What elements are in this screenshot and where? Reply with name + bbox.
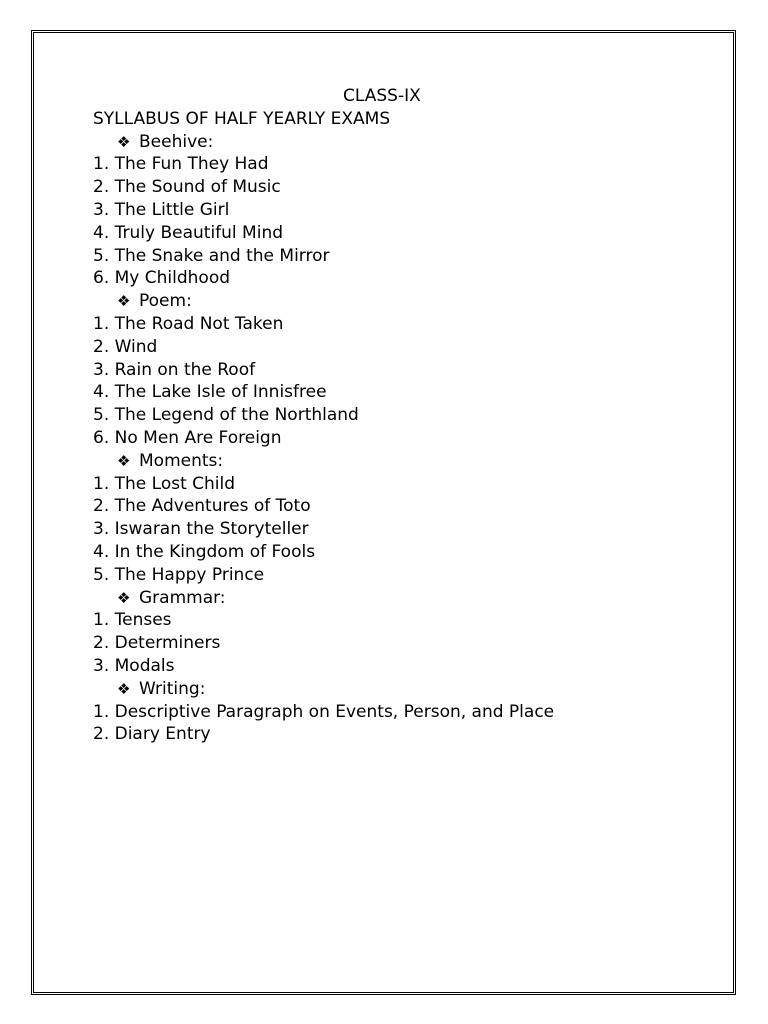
diamond-bullet-icon: ❖ [117, 588, 131, 607]
list-item: 4. In the Kingdom of Fools [93, 541, 316, 562]
diamond-bullet-icon: ❖ [117, 679, 131, 698]
list-item: 4. The Lake Isle of Innisfree [93, 382, 327, 403]
diamond-bullet-icon: ❖ [117, 132, 131, 151]
list-item: 3. Iswaran the Storyteller [93, 519, 309, 540]
section-heading [93, 587, 713, 610]
class-title: CLASS-IX [343, 86, 421, 106]
list-item: 2. Diary Entry [93, 724, 211, 745]
list-item: 5. The Snake and the Mirror [93, 245, 330, 266]
section-heading-label: Writing: [139, 678, 206, 699]
list-item: 2. The Sound of Music [93, 177, 281, 198]
section-heading-label: Poem: [139, 291, 192, 312]
list-item: 1. The Fun They Had [93, 154, 269, 175]
diamond-bullet-icon: ❖ [117, 292, 131, 311]
list-item: 2. Wind [93, 336, 158, 357]
syllabus-subtitle: SYLLABUS OF HALF YEARLY EXAMS [93, 108, 391, 129]
section-heading-label: Beehive: [139, 131, 214, 152]
section-heading-label: Moments: [139, 450, 224, 471]
section-heading [93, 131, 713, 154]
section-heading [93, 290, 713, 313]
list-item: 1. Descriptive Paragraph on Events, Person, and Place [93, 701, 555, 722]
list-item: 2. Determiners [93, 633, 221, 654]
list-item: 3. Rain on the Roof [93, 359, 256, 380]
list-item: 3. The Little Girl [93, 199, 230, 220]
list-item: 1. The Road Not Taken [93, 313, 284, 334]
list-item: 2. The Adventures of Toto [93, 496, 311, 517]
list-item: 6. My Childhood [93, 268, 231, 289]
section-heading-label: Grammar: [139, 587, 226, 608]
section-heading [93, 450, 713, 473]
list-item: 5. The Happy Prince [93, 564, 265, 585]
list-item: 4. Truly Beautiful Mind [93, 222, 284, 243]
section-heading [93, 678, 713, 701]
list-item: 6. No Men Are Foreign [93, 427, 282, 448]
syllabus-sections [93, 131, 713, 747]
list-item: 5. The Legend of the Northland [93, 405, 359, 426]
document-content [93, 85, 713, 746]
list-item: 1. Tenses [93, 610, 172, 631]
list-item: 1. The Lost Child [93, 473, 236, 494]
diamond-bullet-icon: ❖ [117, 451, 131, 470]
list-item: 3. Modals [93, 655, 175, 676]
